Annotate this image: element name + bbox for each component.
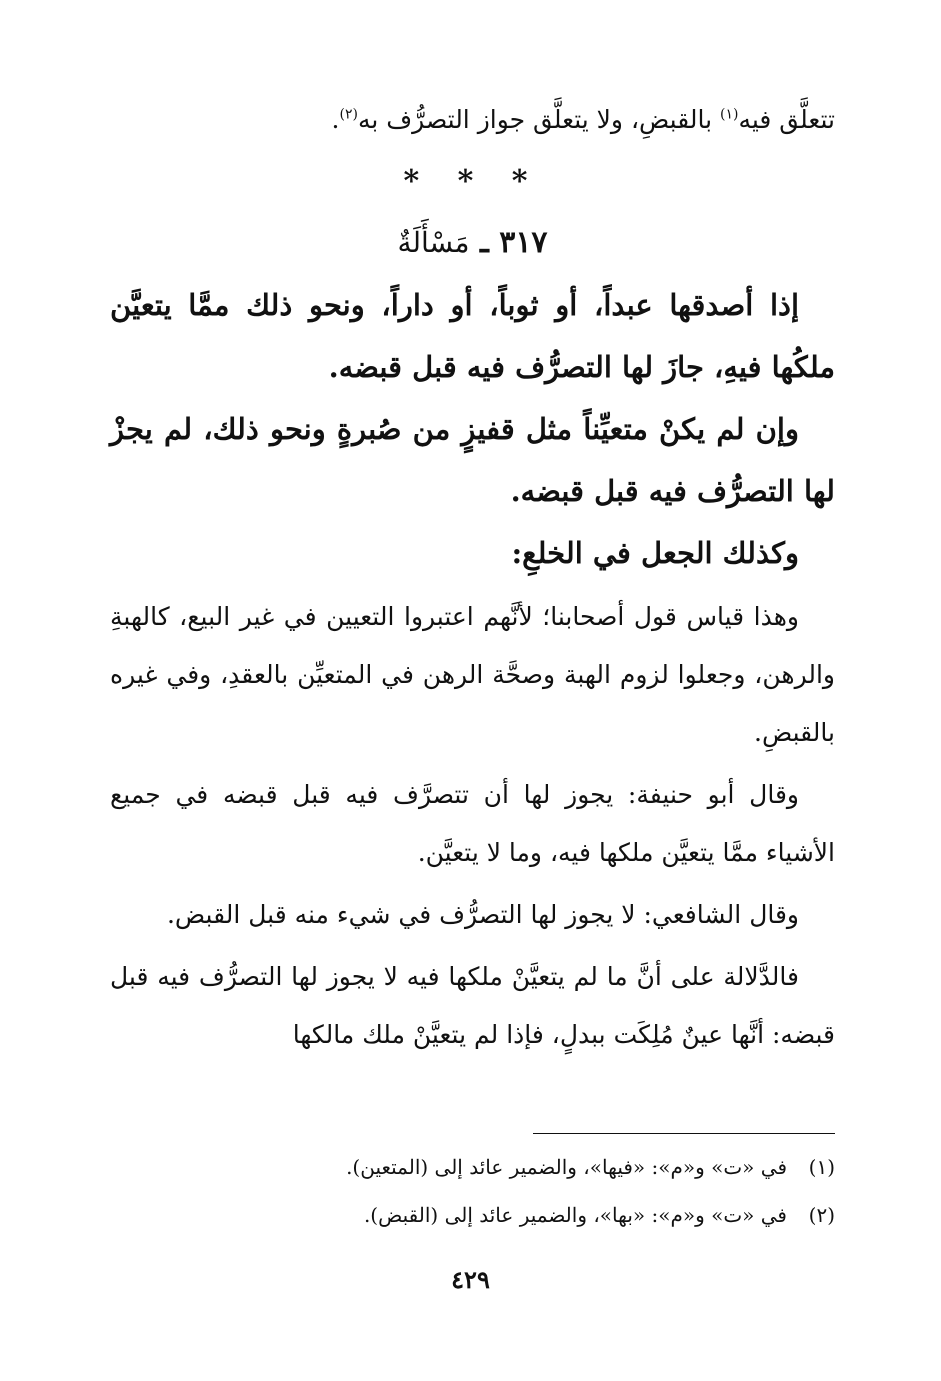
footnote-divider	[533, 1133, 835, 1134]
section-separator: * * *	[403, 164, 542, 199]
issue-word: مَسْأَلَةٌ	[397, 226, 470, 259]
footnote-1-number: (١)	[808, 1155, 835, 1179]
ruling-paragraph-3: وكذلك الجعل في الخلعِ:	[511, 536, 799, 570]
footnote-ref-2[interactable]: (٢)	[339, 106, 358, 123]
continuation-line	[110, 90, 835, 150]
ruling-paragraph-2: وإن لم يكنْ متعيِّناً مثل قفيزٍ من صُبرةٍ ونحو ذلك، لم يجزْ لها التصرُّف فيه قبل قبضه.	[110, 412, 835, 508]
continuation-text-1: تتعلَّق فيه	[738, 105, 835, 134]
main-text	[110, 90, 835, 1064]
footnote-2-number: (٢)	[808, 1203, 835, 1227]
issue-heading	[110, 218, 835, 268]
commentary-paragraph-1: وهذا قياس قول أصحابنا؛ لأنَّهم اعتبروا التعيين في غير البيع، كالهبةِ والرهن، وجعلوا لزوم الهبة وصحَّة الرهن في المتعيِّن بالعقدِ، وفي غيره بالقبضِ.	[110, 602, 835, 747]
footnote-ref-1[interactable]: (١)	[719, 106, 739, 123]
footnote-2	[110, 1191, 835, 1239]
commentary-paragraph-3: وقال الشافعي: لا يجوز لها التصرُّف في شيء منه قبل القبض.	[166, 900, 799, 929]
continuation-text-3: .	[331, 105, 340, 134]
continuation-text-2: بالقبضِ، ولا يتعلَّق جواز التصرُّف به	[357, 105, 720, 134]
footnote-1-text: في «ت» و«م»: «فيها»، والضمير عائد إلى (المتعين).	[346, 1155, 787, 1179]
commentary-paragraph-4: فالدَّلالة على أنَّ ما لم يتعيَّنْ ملكها فيه لا يجوز لها التصرُّف فيه قبل قبضه: أنَّها عينٌ مُلِكَت ببدلٍ، فإذا لم يتعيَّنْ ملك مالكها	[110, 962, 835, 1049]
footnote-2-text: في «ت» و«م»: «بها»، والضمير عائد إلى (القبض).	[363, 1203, 787, 1227]
issue-number: ٣١٧ ـ	[469, 225, 548, 260]
page-number: ٤٢٩	[451, 1265, 490, 1294]
ruling-paragraph-1: إذا أصدقها عبداً، أو ثوباً، أو داراً، ونحو ذلك ممَّا يتعيَّن ملكُها فيهِ، جازَ لها التصرُّف فيه قبل قبضه.	[110, 288, 835, 384]
footnote-1	[110, 1143, 835, 1191]
commentary-paragraph-2: وقال أبو حنيفة: يجوز لها أن تتصرَّف فيه قبل قبضه في جميع الأشياء ممَّا يتعيَّن ملكها فيه، وما لا يتعيَّن.	[110, 780, 835, 867]
footnotes	[110, 1143, 835, 1239]
